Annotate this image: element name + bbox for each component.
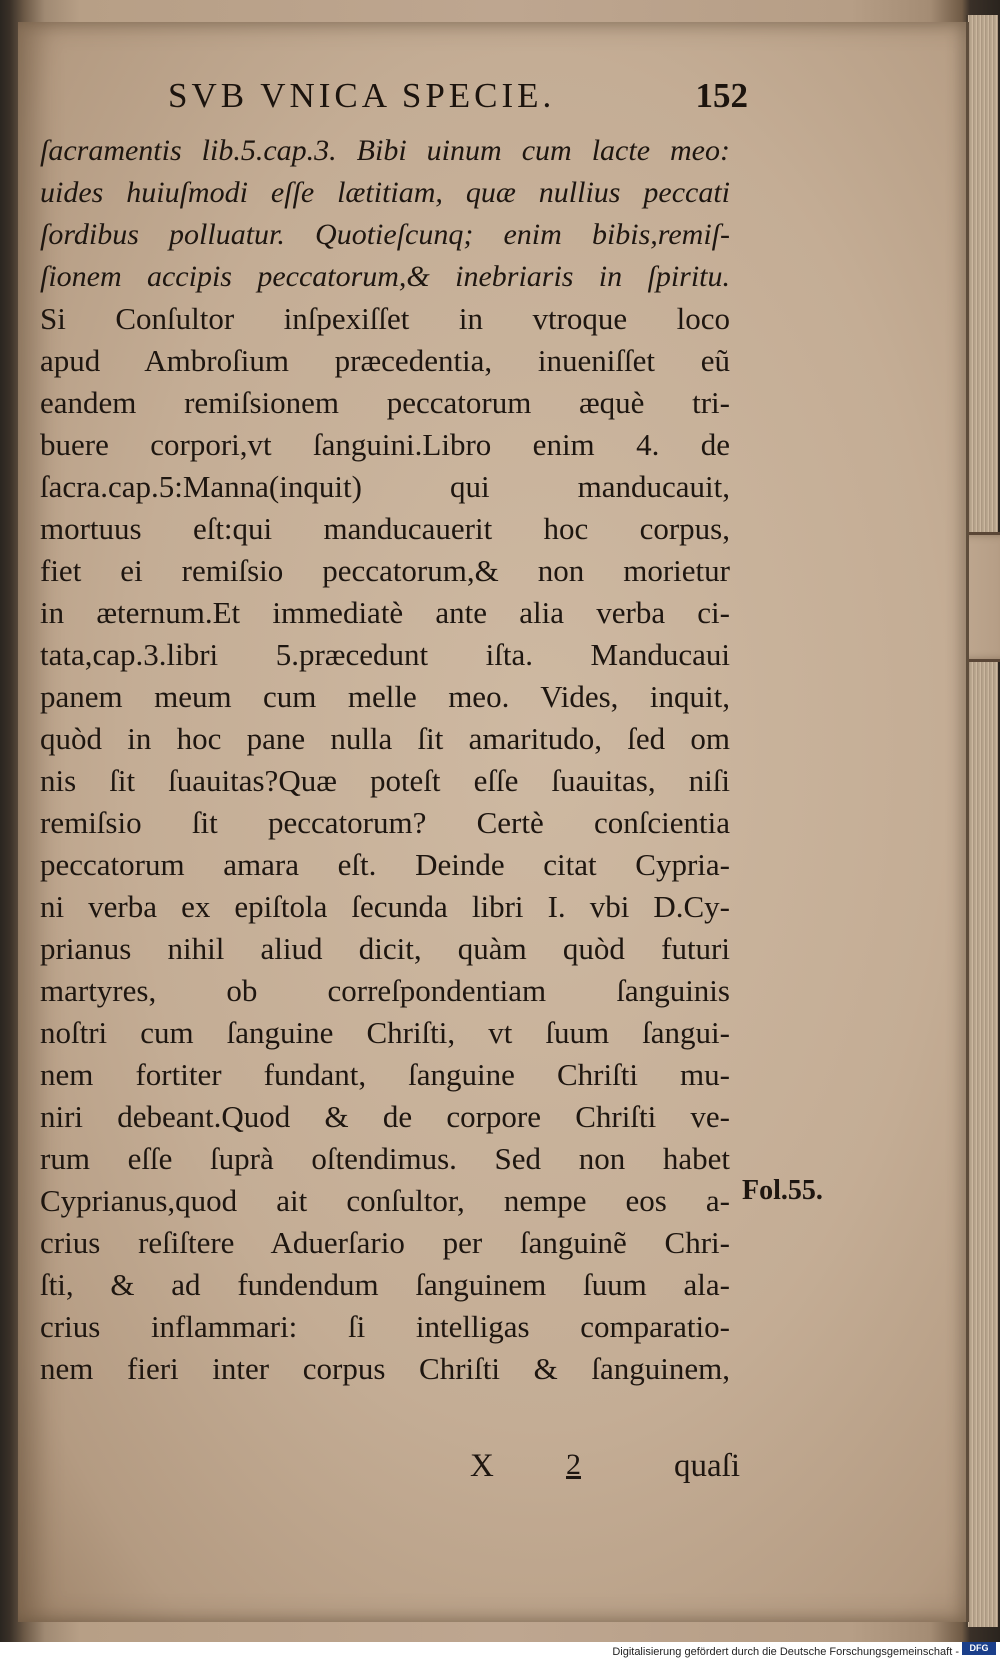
running-title: SVB VNICA SPECIE. (168, 76, 556, 115)
text-line: ſacramentis lib.5.cap.3. Bibi uinum cum lacte meo: (40, 134, 730, 167)
book-page-edges (966, 15, 998, 1627)
text-line: ſacra.cap.5:Manna(inquit) qui manducauit, (40, 469, 730, 504)
text-line: fiet ei remiſsio peccatorum,& non morietur (40, 553, 730, 588)
text-line: nem fortiter fundant, ſanguine Chriſti mu- (40, 1057, 730, 1092)
body-text (40, 130, 730, 1390)
text-line: noſtri cum ſanguine Chriſti, vt ſuum ſangui- (40, 1015, 730, 1050)
text-line: remiſsio ſit peccatorum? Certè conſcientia (40, 805, 730, 840)
text-line: crius reſiſtere Aduerſario per ſanguinẽ Chri- (40, 1225, 730, 1260)
catchword: quaſi (674, 1448, 740, 1484)
text-line: eandem remiſsionem peccatorum æquè tri- (40, 385, 730, 420)
text-line: tata,cap.3.libri 5.præcedunt iſta. Manducaui (40, 637, 730, 672)
text-line: nem fieri inter corpus Chriſti & ſanguinem, (40, 1351, 730, 1386)
text-line: Si Conſultor inſpexiſſet in vtroque loco (40, 301, 730, 336)
page-number: 152 (695, 76, 748, 115)
signature-mark: X (470, 1448, 494, 1484)
text-line: Cyprianus,quod ait conſultor, nempe eos a- (40, 1183, 730, 1218)
text-line: crius inflammari: ſi intelligas comparatio- (40, 1309, 730, 1344)
page-header (168, 76, 748, 126)
dfg-logo-icon: DFG (962, 1642, 996, 1655)
text-line: ni verba ex epiſtola ſecunda libri I. vbi D.Cy- (40, 889, 730, 924)
text-line: panem meum cum melle meo. Vides, inquit, (40, 679, 730, 714)
text-line: rum eſſe ſuprà oſtendimus. Sed non habet (40, 1141, 730, 1176)
text-line: nis ſit ſuauitas?Quæ poteſt eſſe ſuauitas, niſi (40, 763, 730, 798)
text-line: prianus nihil aliud dicit, quàm quòd futuri (40, 931, 730, 966)
text-line: martyres, ob correſpondentiam ſanguinis (40, 973, 730, 1008)
text-line: in æternum.Et immediatè ante alia verba ci- (40, 595, 730, 630)
text-line: apud Ambroſium præcedentia, inueniſſet eũ (40, 343, 730, 378)
text-line: mortuus eſt:qui manducauerit hoc corpus, (40, 511, 730, 546)
text-line: buere corpori,vt ſanguini.Libro enim 4. de (40, 427, 730, 462)
digitization-credit: Digitalisierung gefördert durch die Deutsche Forschungsgemeinschaft - (612, 1646, 959, 1658)
margin-note: Fol.55. (742, 1175, 823, 1206)
text-line: niri debeant.Quod & de corpore Chriſti ve- (40, 1099, 730, 1134)
text-line: quòd in hoc pane nulla ſit amaritudo, ſed om (40, 721, 730, 756)
text-line: ſti, & ad fundendum ſanguinem ſuum ala- (40, 1267, 730, 1302)
text-line: ſordibus polluatur. Quotieſcunq; enim bibis,remiſ- (40, 218, 730, 251)
text-line: uides huiuſmodi eſſe lætitiam, quæ nullius peccati (40, 176, 730, 209)
signature-number: 2 (566, 1448, 581, 1481)
page-footer (470, 1448, 740, 1496)
text-line: ſionem accipis peccatorum,& inebriaris in ſpiritu. (40, 260, 730, 293)
digitization-credit-bar (0, 1642, 1000, 1657)
text-line: peccatorum amara eſt. Deinde citat Cypria- (40, 847, 730, 882)
